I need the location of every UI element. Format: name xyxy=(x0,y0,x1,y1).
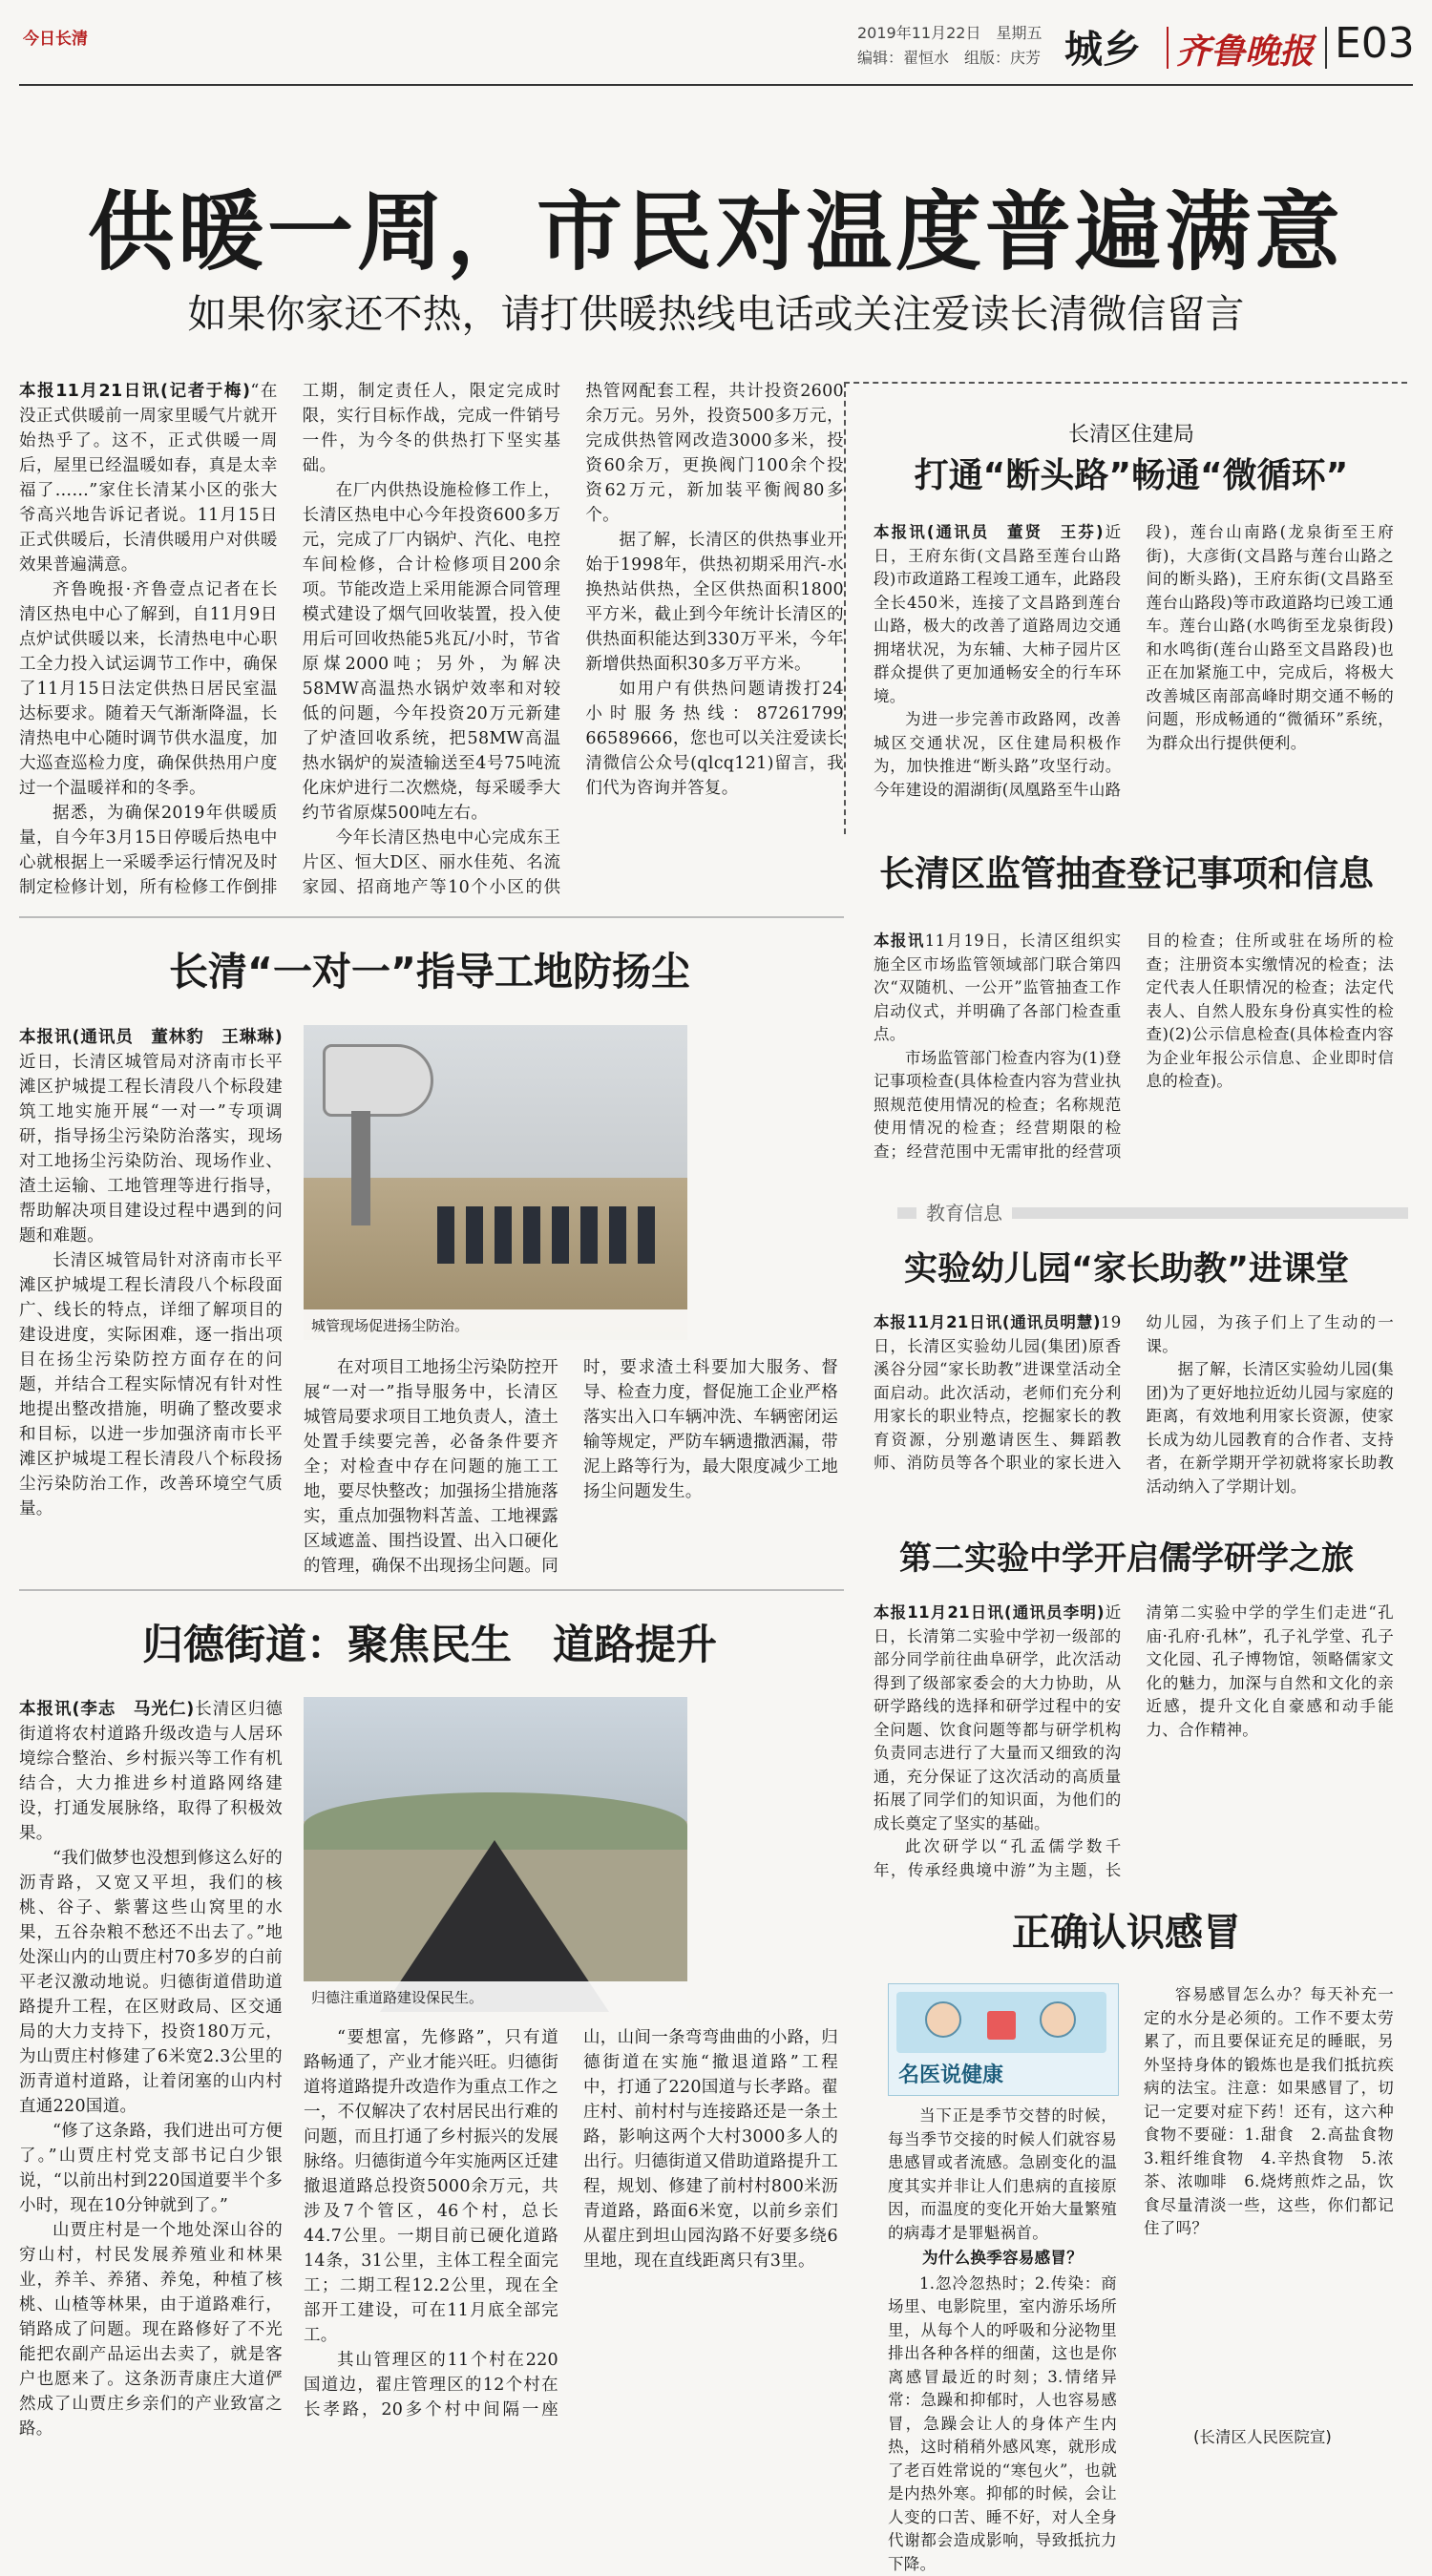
cold-question: 为什么换季容易感冒？ xyxy=(922,2249,1083,2267)
guide-article-col1: 本报讯(李志 马光仁)长清区归德街道将农村道路升级改造与人居环境综合整治、乡村振兴等工作有机结合，大力推进乡村道路网络建设，打通发展脉络，取得了积极效果。 “我们做梦也没想到修这么好的沥青路，又宽又平坦，我们的核桃、谷子、紫薯这些山窝里的水果，五谷杂粮不愁还不出去了。”地处深山内的山贾庄村70多岁的白前平老汉激动地说。归德街道借助道路提升工程，在区财政局、区交通局的大力支持下，投资180万元，为山贾庄村修建了6米宽2.3公里的沥青道村道路，让着闭塞的山内村直通220国道。 “修了这条路，我们进出可方便了。”山贾庄村党支部书记白少银说，“以前出村到220国道要半个多小时，现在10分钟就到了。” 山贾庄村是一个地处深山谷的穷山村，村民发展养殖业和林果业，养羊、养猪、养兔，种植了核桃、山楂等林果，由于道路难行，销路成了问题。现在路修好了不光能把农副产品运出去卖了，就是客户也愿来了。这条沥青康庄大道俨然成了山贾庄乡亲们的产业致富之路。 xyxy=(19,1700,284,2439)
dust-article-col2: 在对项目工地扬尘污染防控开展“一对一”指导服务中，长清区城管局要求项目工地负责人，渣土处置手续要完善，必备条件要齐全；对检查中存在问题的施工工地，要尽快整改；加强扬尘措施落实，重点加强物料苫盖、工地裸露区域遮盖、围挡设置、出入口硬化的管理，确保不出现扬尘问题。同时，要求渣土科要加大服务、督导、检查力度，督促施工企业严格落实出入口车辆冲洗、车辆密闭运输等规定，严防车辆遗撒洒漏，带泥上路等行为，最大限度减少工地扬尘问题发生。 xyxy=(304,1358,838,1576)
education-label: 教育信息 xyxy=(916,1198,1012,1225)
section-name: 城乡 xyxy=(1064,28,1141,72)
dust-article-col1: 本报讯(通讯员 董林豹 王琳琳)近日，长清区城管局对济南市长平滩区护城提工程长清段八个标段建筑工地实施开展“一对一”专项调研，指导扬尘污染防治落实，现场对工地扬尘污染防治、现场作业、渣土运输、工地管理等进行指导，帮助解决项目建设过程中遇到的问题和难题。 长清区城管局针对济南市长平滩区护城堤工程长清段八个标段面广、线长的特点，详细了解项目的建设进度，实际困难，逐一指出项目在扬尘污染防控方面存在的问题，并结合工程实际情况有针对性地提出整改措施，明确了整改要求和目标，以进一步加强济南市长平滩区护城堤工程长清段八个标段扬尘污染防治工作，改善环境空气质量。 xyxy=(19,1028,283,1518)
road-article: 本报讯(通讯员 董贤 王芬)近日，王府东街(文昌路至莲台山路段)市政道路工程竣工通车，此路段全长450米，连接了文昌路到莲台山路，极大的改善了道路周边交通拥堵状况，为东辅、大柿子园片区群众提供了更加通畅安全的行车环境。 为进一步完善市政路网，改善城区交通状况，区住建局积极作为，加快推进“断头路”攻坚行动。今年建设的湄湖街(凤凰路至牛山路段)，莲台山南路(龙泉街至王府街)，大彦街(文昌路与莲台山路之间的断头路)，王府东街(文昌路至莲台山路段)等市政道路均已竣工通车。莲台山路(水鸣街至龙泉街段)和水鸣街(莲台山路至文昌路段)也正在加紧施工中，完成后，将极大改善城区南部高峰时期交通不畅的问题，形成畅通的“微循环”系统，为群众出行提供便利。 xyxy=(874,523,1394,799)
page-number: E03 xyxy=(1335,19,1415,68)
inspect-byline: 本报讯 xyxy=(874,932,925,950)
main-byline: 本报11月21日讯(记者于梅) xyxy=(19,382,251,401)
newspaper-logo: 齐鲁晚报 xyxy=(1176,31,1315,72)
guide-title: 归德街道：聚焦民生 道路提升 xyxy=(142,1622,717,1669)
kindergarten-title: 实验幼儿园“家长助教”进课堂 xyxy=(903,1250,1349,1288)
kindergarten-byline: 本报11月21日讯(通讯员明慧) xyxy=(874,1313,1101,1331)
section-label-left: 今日长清 xyxy=(23,30,88,49)
dust-photo xyxy=(304,1025,687,1340)
cold-source: (长清区人民医院宣) xyxy=(1193,2428,1332,2446)
guide-photo-caption: 归德注重道路建设保民生。 xyxy=(304,1981,687,2012)
school-byline: 本报11月21日讯(通讯员李明) xyxy=(874,1603,1105,1622)
kindergarten-article: 本报11月21日讯(通讯员明慧)19日，长清区实验幼儿园(集团)原香溪谷分园“家长助教”进课堂活动全面启动。此次活动，老师们充分利用家长的职业特点，挖掘家长的教育资源，分别邀请医生、舞蹈教师、消防员等各个职业的家长进入幼儿园，为孩子们上了生动的一课。 据了解，长清区实验幼儿园(集团)为了更好地拉近幼儿园与家庭的距离，有效地利用家长资源，使家长成为幼儿园教育的合作者、支持者，在新学期开学初就将家长助教活动纳入了学期计划。 xyxy=(874,1313,1394,1496)
road-byline: 本报讯(通讯员 董贤 王芬) xyxy=(874,523,1104,541)
school-article: 本报11月21日讯(通讯员李明)近日，长清第二实验中学初一级部的部分同学前往曲阜研学，此次活动得到了级部家委会的大力协助，从研学路线的选择和研学过程中的安全问题、饮食问题等都与研学机构负责同志进行了大量而又细致的沟通，充分保证了这次活动的高质量拓展了同学们的知识面，为他们的成长奠定了坚实的基础。 此次研学以“孔孟儒学数千年，传承经典境中游”为主题，长清第二实验中学的学生们走进“孔庙·孔府·孔林”，孔子礼学堂、孔子文化园、孔子博物馆，领略儒家文化的魅力，加深与自然和文化的亲近感，提升文化自豪感和动手能力、合作精神。 xyxy=(874,1603,1394,1879)
dust-byline: 本报讯(通讯员 董林豹 王琳琳) xyxy=(19,1028,283,1047)
doctor-illustration-icon xyxy=(896,1992,1106,2053)
health-badge xyxy=(888,1983,1119,2096)
dust-title: 长清“一对一”指导工地防扬尘 xyxy=(169,949,690,995)
main-headline: 供暖一周，市民对温度普遍满意 xyxy=(88,182,1344,283)
cold-article-2: 容易感冒怎么办？每天补充一定的水分是必须的。工作不要太劳累了，而且要保证充足的睡眠，另外坚持身体的锻炼也是我们抵抗疾病的法宝。注意：如果感冒了，切记一定要对症下药！还有，这六种食物不要碰：1.甜食 2.高盐食物 3.粗纤维食物 4.辛热食物 5.浓茶、浓咖啡 6.烧烤煎炸之品，饮食尽量清淡一些，这些，你们都记住了吗？ xyxy=(1144,1985,1410,2237)
road-org: 长清区住建局 xyxy=(1067,423,1194,447)
main-subheadline: 如果你家还不热，请打供暖热线电话或关注爱读长清微信留言 xyxy=(187,291,1245,337)
cold-article: 当下正是季节交替的时候，每当季节交接的时候人们就容易患感冒或者流感。急剧变化的温度其实并非让人们患病的直接原因，而温度的变化开始大量繁殖的病毒才是罪魁祸首。 为什么换季容易感冒？ 1.忽冷忽热时；2.传染：商场里、电影院里，室内游乐场所里，从每个人的呼吸和分泌物里排出各种各样的细菌，这也是你离感冒最近的时刻；3.情绪异常：急躁和抑郁时，人也容易感冒，急躁会让人的身体产生内热，这时稍稍外感风寒，就形成了老百姓常说的“寒包火”，也就是内热外寒。抑郁的时候，会让人变的口苦、睡不好，对人全身代谢都会造成影响，导致抵抗力下降。 xyxy=(888,2106,1117,2573)
road-title: 打通“断头路”畅通“微循环” xyxy=(914,456,1349,495)
school-title: 第二实验中学开启儒学研学之旅 xyxy=(899,1539,1354,1578)
guide-byline: 本报讯(李志 马光仁) xyxy=(19,1700,195,1719)
guide-photo xyxy=(304,1697,687,2012)
editor-credits: 编辑：翟恒水 组版：庆芳 xyxy=(857,49,1042,67)
cold-title: 正确认识感冒 xyxy=(1012,1911,1241,1955)
inspect-article: 本报讯11月19日，长清区组织实施全区市场监管领域部门联合第四次“双随机、一公开”监管抽查工作启动仪式，并明确了各部门检查重点。 市场监管部门检查内容为(1)登记事项检查(具体检查内容为营业执照规范使用情况的检查；名称规范使用情况的检查；经营期限的检查；经营范围中无需审批的经营项目的检查；住所或驻在场所的检查；注册资本实缴情况的检查；法定代表人任职情况的检查；法定代表人、自然人股东身份真实性的检查)(2)公示信息检查(具体检查内容为企业年报公示信息、企业即时信息的检查)。 xyxy=(874,932,1394,1161)
dust-photo-caption: 城管现场促进扬尘防治。 xyxy=(304,1309,687,1340)
inspect-title: 长清区监管抽查登记事项和信息 xyxy=(879,853,1374,894)
main-article: 本报11月21日讯(记者于梅)“在没正式供暖前一周家里暖气片就开始热乎了。这不，正式供暖一周后，屋里已经温暖如春，真是太幸福了……”家住长清某小区的张大爷高兴地告诉记者说。11月15日正式供暖后，长清供暖用户对供暖效果普遍满意。 齐鲁晚报·齐鲁壹点记者在长清区热电中心了解到，自11月9日点炉试供暖以来，长清热电中心职工全力投入试运调节工作中，确保了11月15日法定供热日居民室温达标要求。随着天气渐渐降温，长清热电中心随时调节供水温度，加大巡查巡检力度，确保供热用户度过一个温暖祥和的冬季。 据悉，为确保2019年供暖质量，自今年3月15日停暖后热电中心就根据上一采暖季运行情况及时制定检修计划，所有检修工作倒排工期，制定责任人，限定完成时限，实行目标作战，完成一件销号一件，为今冬的供热打下坚实基础。 在厂内供热设施检修工作上，长清区热电中心今年投资600多万元，完成了厂内锅炉、汽化、电控车间检修，合计检修项目200余项。节能改造上采用能源合同管理模式建设了烟气回收装置，投入使用后可回收热能5兆瓦/小时，节省原煤2000吨；另外，为解决58MW高温热水锅炉效率和对较低的问题，今年投资20万元新建了炉渣回收系统，把58MW高温热水锅炉的炭渣输送至4号75吨流化床炉进行二次燃烧，每采暖季大约节省原煤500吨左右。 今年长清区热电中心完成东王片区、恒大D区、丽水佳苑、名流家园、招商地产等10个小区的供热管网配套工程，共计投资2600余万元。另外，投资500多万元，完成供热管网改造3000多米，投资60余万，更换阀门100余个投资62万元，新加装平衡阀80多个。 据了解，长清区的供热事业开始于1998年，供热初期采用汽-水换热站供热，全区供热面积1800平方米，截止到今年统计长清区的供热面积能达到330万平米，今年新增供热面积30多万平方米。 如用户有供热问题请拨打24小时服务热线：87261799 66589666，您也可以关注爱读长清微信公众号(qlcq121)留言，我们代为咨询并答复。 xyxy=(19,382,861,897)
issue-date: 2019年11月22日 星期五 xyxy=(857,24,1042,42)
guide-article-col2: “要想富，先修路”，只有道路畅通了，产业才能兴旺。归德街道将道路提升改造作为重点工作之一，不仅解决了农村居民出行难的问题，而且打通了乡村振兴的发展脉络。归德街道今年实施两区迁建撤退道路总投资5000余万元，共涉及7个管区，46个村，总长44.7公里。一期目前已硬化道路14条，31公里，主体工程全面完工；二期工程12.2公里，现在全部开工建设，可在11月底全部完工。 其山管理区的11个村在220国道边，翟庄管理区的12个村在长孝路，20多个村中间隔一座山，山间一条弯弯曲曲的小路，归德街道在实施“撤退道路”工程中，打通了220国道与长孝路。翟庄村、前村村与连接路还是一条土路，影响这两个大村3000多人的出行。归德街道又借助道路提升工程，规划、修建了前村村800米沥青道路，路面6米宽，以前乡亲们从翟庄到坦山园沟路不好要多绕6里地，现在直线距离只有3里。 xyxy=(304,2028,838,2419)
health-badge-label: 名医说健康 xyxy=(898,2063,1004,2087)
fog-cannon-icon xyxy=(323,1044,433,1117)
